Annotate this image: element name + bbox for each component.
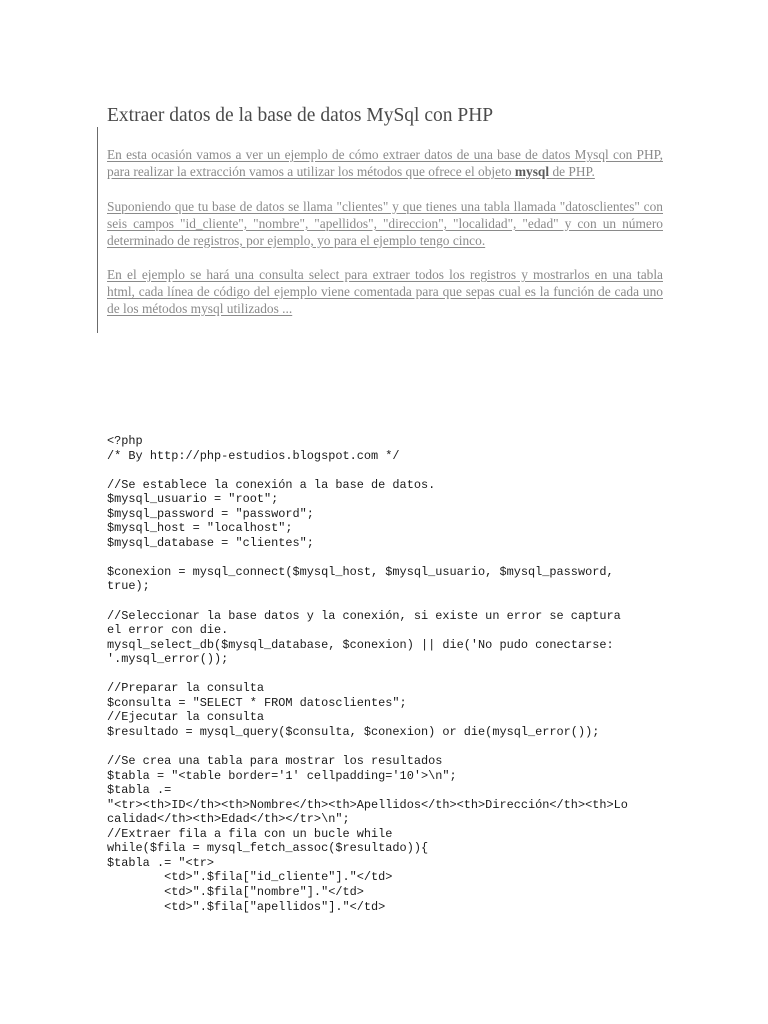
page-title: Extraer datos de la base de datos MySql con PHP [107, 105, 494, 126]
intro-blockquote [97, 127, 663, 333]
intro-paragraph-2: Suponiendo que tu base de datos se llama "clientes" y que tienes una tabla llamada "datosclientes" con seis campos "id_cliente", "nombre", "apellidos", "direccion", "localidad", "edad" y con un número determinado de registros, por ejemplo, yo para el ejemplo tengo cinco. [107, 198, 663, 248]
intro-paragraph-3: En el ejemplo se hará una consulta select para extraer todos los registros y mostrarlos en una tabla html, cada línea de código del ejemplo viene comentada para que sepas cual es la función de cada uno de los métodos mysql utilizados ... [107, 267, 663, 316]
intro-paragraph-1-text: En esta ocasión vamos a ver un ejemplo de cómo extraer datos de una base de datos Mysql con PHP, para realizar la extracción vamos a utilizar los métodos que ofrece el objeto [107, 147, 663, 179]
intro-paragraph-1 [107, 146, 663, 180]
intro-paragraph-1-end: de PHP. [549, 164, 595, 179]
mysql-object-name: mysql [514, 164, 550, 179]
php-code-block: <?php /* By http://php-estudios.blogspot.com */ //Se establece la conexión a la base de datos. $mysql_usuario = "root"; $mysql_password = "password"; $mysql_host = "localhost"; $mysql_database = "clientes"; $conexion = mysql_connect($mysql_host, $mysql_usuario, $mysql_password, true); //Seleccionar la base datos y la conexión, si existe un error se captura el error con die. mysql_select_db($mysql_database, $conexion) || die('No pudo conectarse: '.mysql_error()); //Preparar la consulta $consulta = "SELECT * FROM datosclientes"; //Ejecutar la consulta $resultado = mysql_query($consulta, $conexion) or die(mysql_error()); //Se crea una tabla para mostrar los resultados $tabla = "<table border='1' cellpadding='10'>\n"; $tabla .= "<tr><th>ID</th><th>Nombre</th><th>Apellidos</th><th>Dirección</th><th>Lo calidad</th><th>Edad</th></tr>\n"; //Extraer fila a fila con un bucle while while($fila = mysql_fetch_assoc($resultado)){ $tabla .= "<tr> <td>".$fila["id_cliente"]."</td> <td>".$fila["nombre"]."</td> <td>".$fila["apellidos"]."</td> [107, 434, 628, 914]
